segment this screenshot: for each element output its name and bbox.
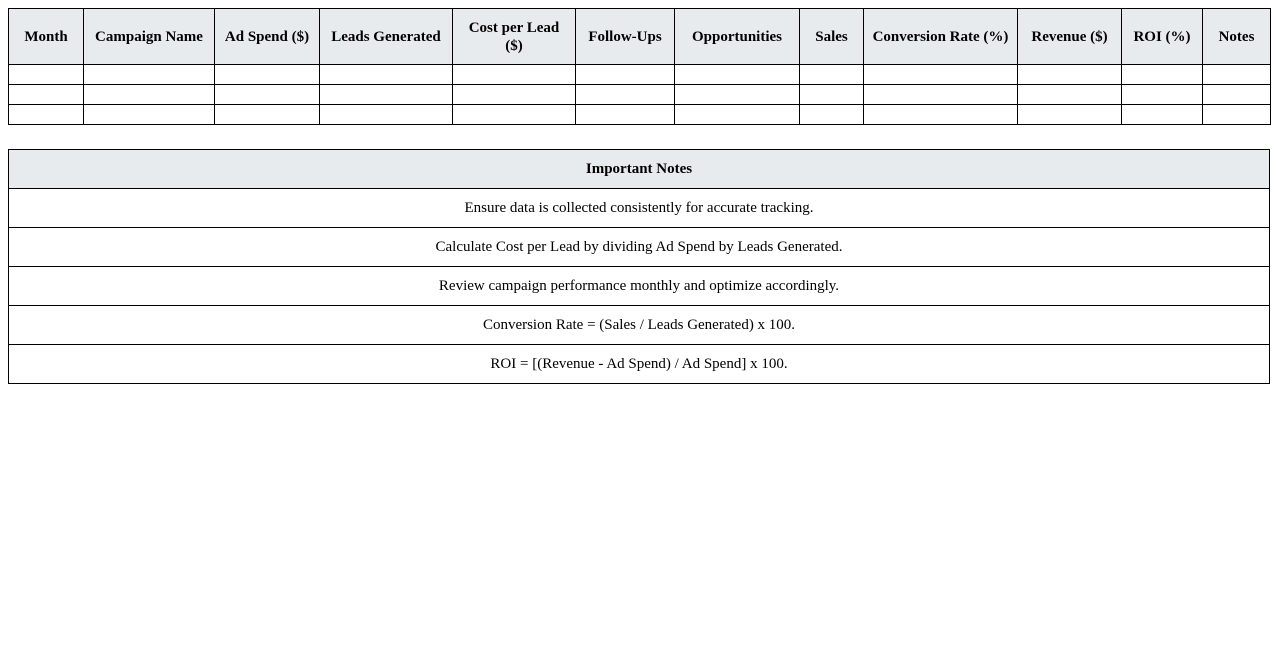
column-header-roi: ROI (%)	[1122, 9, 1203, 65]
note-text: Ensure data is collected consistently for accurate tracking.	[9, 189, 1270, 228]
table-cell[interactable]	[453, 105, 576, 125]
table-cell[interactable]	[800, 65, 864, 85]
table-cell[interactable]	[84, 85, 215, 105]
note-text: Conversion Rate = (Sales / Leads Generated) x 100.	[9, 306, 1270, 345]
table-cell[interactable]	[453, 85, 576, 105]
column-header-notes: Notes	[1203, 9, 1271, 65]
column-header-follow-ups: Follow-Ups	[576, 9, 675, 65]
table-cell[interactable]	[215, 85, 320, 105]
column-header-revenue: Revenue ($)	[1018, 9, 1122, 65]
page-content	[8, 8, 1270, 384]
list-item	[9, 189, 1270, 228]
table-cell[interactable]	[864, 65, 1018, 85]
list-item	[9, 228, 1270, 267]
table-cell[interactable]	[675, 105, 800, 125]
table-cell[interactable]	[1122, 85, 1203, 105]
table-cell[interactable]	[453, 65, 576, 85]
note-text: Calculate Cost per Lead by dividing Ad Spend by Leads Generated.	[9, 228, 1270, 267]
lead-tracker-table	[8, 8, 1271, 125]
table-cell[interactable]	[864, 105, 1018, 125]
column-header-leads-generated: Leads Generated	[320, 9, 453, 65]
column-header-sales: Sales	[800, 9, 864, 65]
column-header-ad-spend: Ad Spend ($)	[215, 9, 320, 65]
column-header-cost-per-lead: Cost per Lead ($)	[453, 9, 576, 65]
note-text: ROI = [(Revenue - Ad Spend) / Ad Spend] x 100.	[9, 345, 1270, 384]
note-text: Review campaign performance monthly and optimize accordingly.	[9, 267, 1270, 306]
table-cell[interactable]	[1203, 85, 1271, 105]
list-item	[9, 306, 1270, 345]
table-cell[interactable]	[1203, 105, 1271, 125]
table-cell[interactable]	[215, 65, 320, 85]
table-cell[interactable]	[9, 105, 84, 125]
table-cell[interactable]	[9, 65, 84, 85]
table-cell[interactable]	[84, 65, 215, 85]
table-cell[interactable]	[320, 105, 453, 125]
table-cell[interactable]	[576, 85, 675, 105]
table-cell[interactable]	[320, 85, 453, 105]
table-row	[9, 65, 1271, 85]
table-cell[interactable]	[1018, 85, 1122, 105]
list-item	[9, 345, 1270, 384]
table-cell[interactable]	[675, 65, 800, 85]
table-cell[interactable]	[84, 105, 215, 125]
table-cell[interactable]	[1122, 105, 1203, 125]
table-cell[interactable]	[1018, 65, 1122, 85]
table-cell[interactable]	[9, 85, 84, 105]
table-cell[interactable]	[800, 105, 864, 125]
table-cell[interactable]	[864, 85, 1018, 105]
table-row	[9, 85, 1271, 105]
table-cell[interactable]	[1018, 105, 1122, 125]
column-header-month: Month	[9, 9, 84, 65]
table-row	[9, 105, 1271, 125]
table-cell[interactable]	[675, 85, 800, 105]
column-header-campaign-name: Campaign Name	[84, 9, 215, 65]
table-cell[interactable]	[320, 65, 453, 85]
table-cell[interactable]	[1122, 65, 1203, 85]
notes-header-row	[9, 150, 1270, 189]
table-cell[interactable]	[576, 105, 675, 125]
table-cell[interactable]	[576, 65, 675, 85]
list-item	[9, 267, 1270, 306]
header-row	[9, 9, 1271, 65]
notes-title: Important Notes	[9, 150, 1270, 189]
column-header-conversion-rate: Conversion Rate (%)	[864, 9, 1018, 65]
important-notes-table	[8, 149, 1270, 384]
table-cell[interactable]	[1203, 65, 1271, 85]
table-cell[interactable]	[215, 105, 320, 125]
table-cell[interactable]	[800, 85, 864, 105]
column-header-opportunities: Opportunities	[675, 9, 800, 65]
